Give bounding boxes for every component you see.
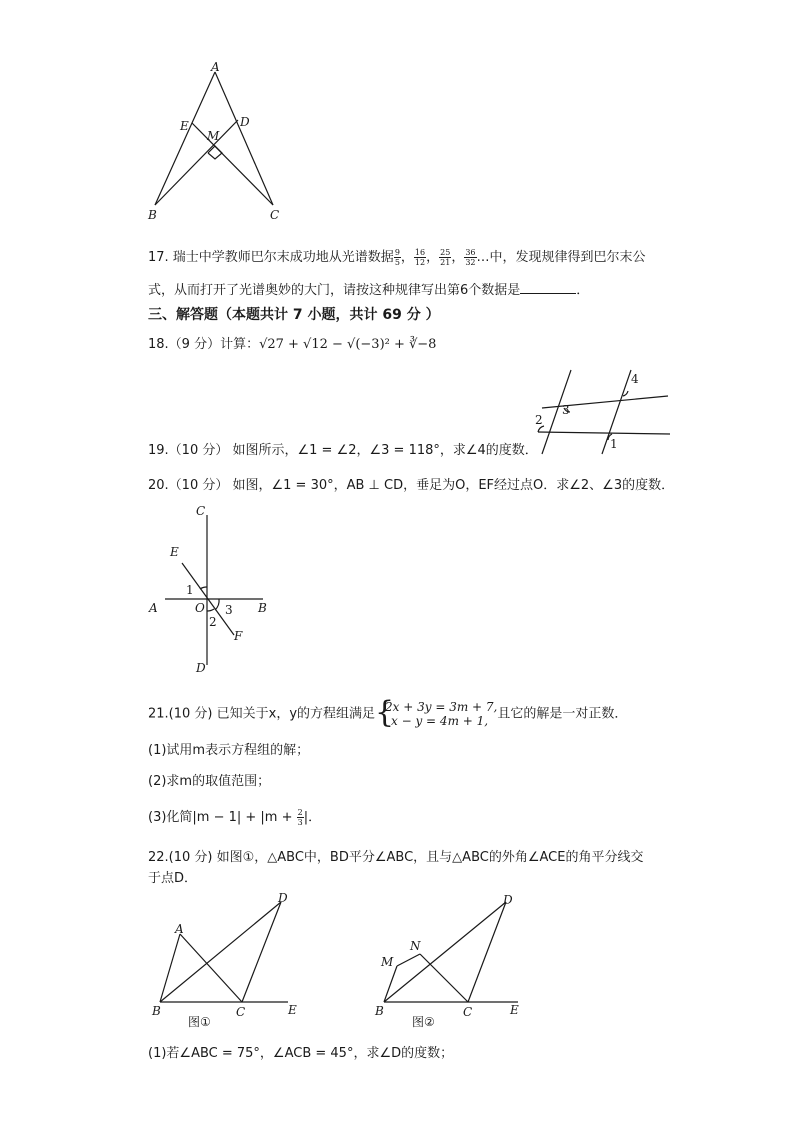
label-1: 1 bbox=[610, 437, 618, 451]
q17-line2-text: 式，从而打开了光谱奥妙的大门，请按这种规律写出第6个数据是 bbox=[148, 283, 521, 298]
label-E: E bbox=[510, 1003, 519, 1017]
label-D: D bbox=[503, 893, 513, 907]
question-18 bbox=[148, 336, 436, 354]
label-A: A bbox=[175, 922, 184, 936]
label-E: E bbox=[288, 1003, 297, 1017]
label-B: B bbox=[258, 601, 267, 615]
question-17-line2: 式，从而打开了光谱奥妙的大门，请按这种规律写出第6个数据是 ． bbox=[148, 283, 590, 298]
q21-frac: $\frac{2}{3}$ bbox=[297, 808, 303, 827]
label-A: A bbox=[149, 601, 158, 615]
figure-1-caption: 图① bbox=[188, 1015, 211, 1029]
q17-frac-4: $\frac{36}{32}$ bbox=[465, 248, 476, 267]
question-22-line2: 于点D． bbox=[148, 871, 198, 886]
label-2: 2 bbox=[209, 615, 217, 629]
figure-1 bbox=[148, 890, 308, 1030]
equation-system bbox=[375, 700, 497, 728]
label-E: E bbox=[170, 545, 179, 559]
question-22-line1: 22.(10 分) 如图①，△ABC中，BD平分∠ABC，且与△ABC的外角∠ACE的角平分线交 bbox=[148, 850, 644, 865]
figure-2 bbox=[372, 890, 532, 1030]
q17-text1: 17. 瑞士中学教师巴尔末成功地从光谱数据 bbox=[148, 250, 394, 265]
q17-frac-1: $\frac{9}{5}$ bbox=[394, 248, 400, 267]
label-E: E bbox=[180, 119, 189, 133]
question-20: 20.（10 分） 如图，∠1 = 30°，AB ⊥ CD，垂足为O，EF经过点O．求∠2、∠3的度数． bbox=[148, 478, 675, 493]
q21-text1: 21.(10 分) 已知关于x，y的方程组满足 bbox=[148, 706, 376, 722]
label-A: A bbox=[211, 60, 220, 74]
label-C: C bbox=[270, 208, 280, 222]
label-1: 1 bbox=[186, 583, 194, 597]
q18-text: 18.（9 分）计算： bbox=[148, 337, 260, 352]
label-M: M bbox=[207, 129, 220, 143]
label-3: 3 bbox=[562, 403, 570, 417]
answer-blank[interactable] bbox=[520, 281, 576, 294]
label-C: C bbox=[236, 1005, 246, 1019]
question-17-line1: 17. 瑞士中学教师巴尔末成功地从光谱数据 $\frac{9}{5}$ ， $\frac{16}{12}$ ， $\frac{25}{21}$ ， $\frac{36}{32}$ …中，发现规律得到巴尔末公 bbox=[148, 248, 646, 267]
q21-text2: 且它的解是一对正数． bbox=[497, 706, 628, 722]
label-2: 2 bbox=[535, 413, 543, 427]
question-21 bbox=[148, 700, 627, 728]
label-B: B bbox=[375, 1004, 384, 1018]
label-D: D bbox=[196, 661, 206, 675]
q22-part-1: (1)若∠ABC = 75°，∠ACB = 45°，求∠D的度数； bbox=[148, 1046, 454, 1061]
equation-1: { 2x + 3y = 3m + 7, bbox=[385, 700, 498, 714]
q17-text2: …中，发现规律得到巴尔末公 bbox=[476, 250, 646, 265]
figure-q16 bbox=[140, 60, 300, 230]
label-C: C bbox=[463, 1005, 473, 1019]
label-C: C bbox=[196, 504, 206, 518]
label-M: M bbox=[381, 955, 394, 969]
equation-2: x − y = 4m + 1, bbox=[391, 714, 489, 728]
q17-frac-2: $\frac{16}{12}$ bbox=[414, 248, 426, 267]
section-3-title: 三、解答题（本题共计 7 小题，共计 69 分 ） bbox=[148, 307, 440, 323]
label-D: D bbox=[240, 115, 250, 129]
q21-part-1: (1)试用m表示方程组的解； bbox=[148, 743, 310, 758]
figure-q19 bbox=[530, 368, 680, 458]
label-F: F bbox=[234, 629, 243, 643]
q17-frac-3: $\frac{25}{21}$ bbox=[440, 248, 451, 267]
q21-part-2: (2)求m的取值范围； bbox=[148, 774, 271, 789]
figure-2-caption: 图② bbox=[412, 1015, 435, 1029]
question-19: 19.（10 分） 如图所示，∠1 = ∠2，∠3 = 118°，求∠4的度数． bbox=[148, 443, 538, 458]
label-N: N bbox=[410, 939, 421, 953]
label-3: 3 bbox=[225, 603, 233, 617]
q18-expression: √27 + √12 − √(−3)² + ∛−8 bbox=[259, 337, 437, 352]
figure-q20 bbox=[145, 500, 275, 680]
label-B: B bbox=[148, 208, 157, 222]
label-O: O bbox=[195, 601, 205, 615]
q21-part-3: (3)化简|m − 1| + |m + $\frac{2}{3}$ |． bbox=[148, 808, 322, 827]
label-B: B bbox=[152, 1004, 161, 1018]
label-D: D bbox=[278, 891, 288, 905]
label-4: 4 bbox=[631, 372, 639, 386]
